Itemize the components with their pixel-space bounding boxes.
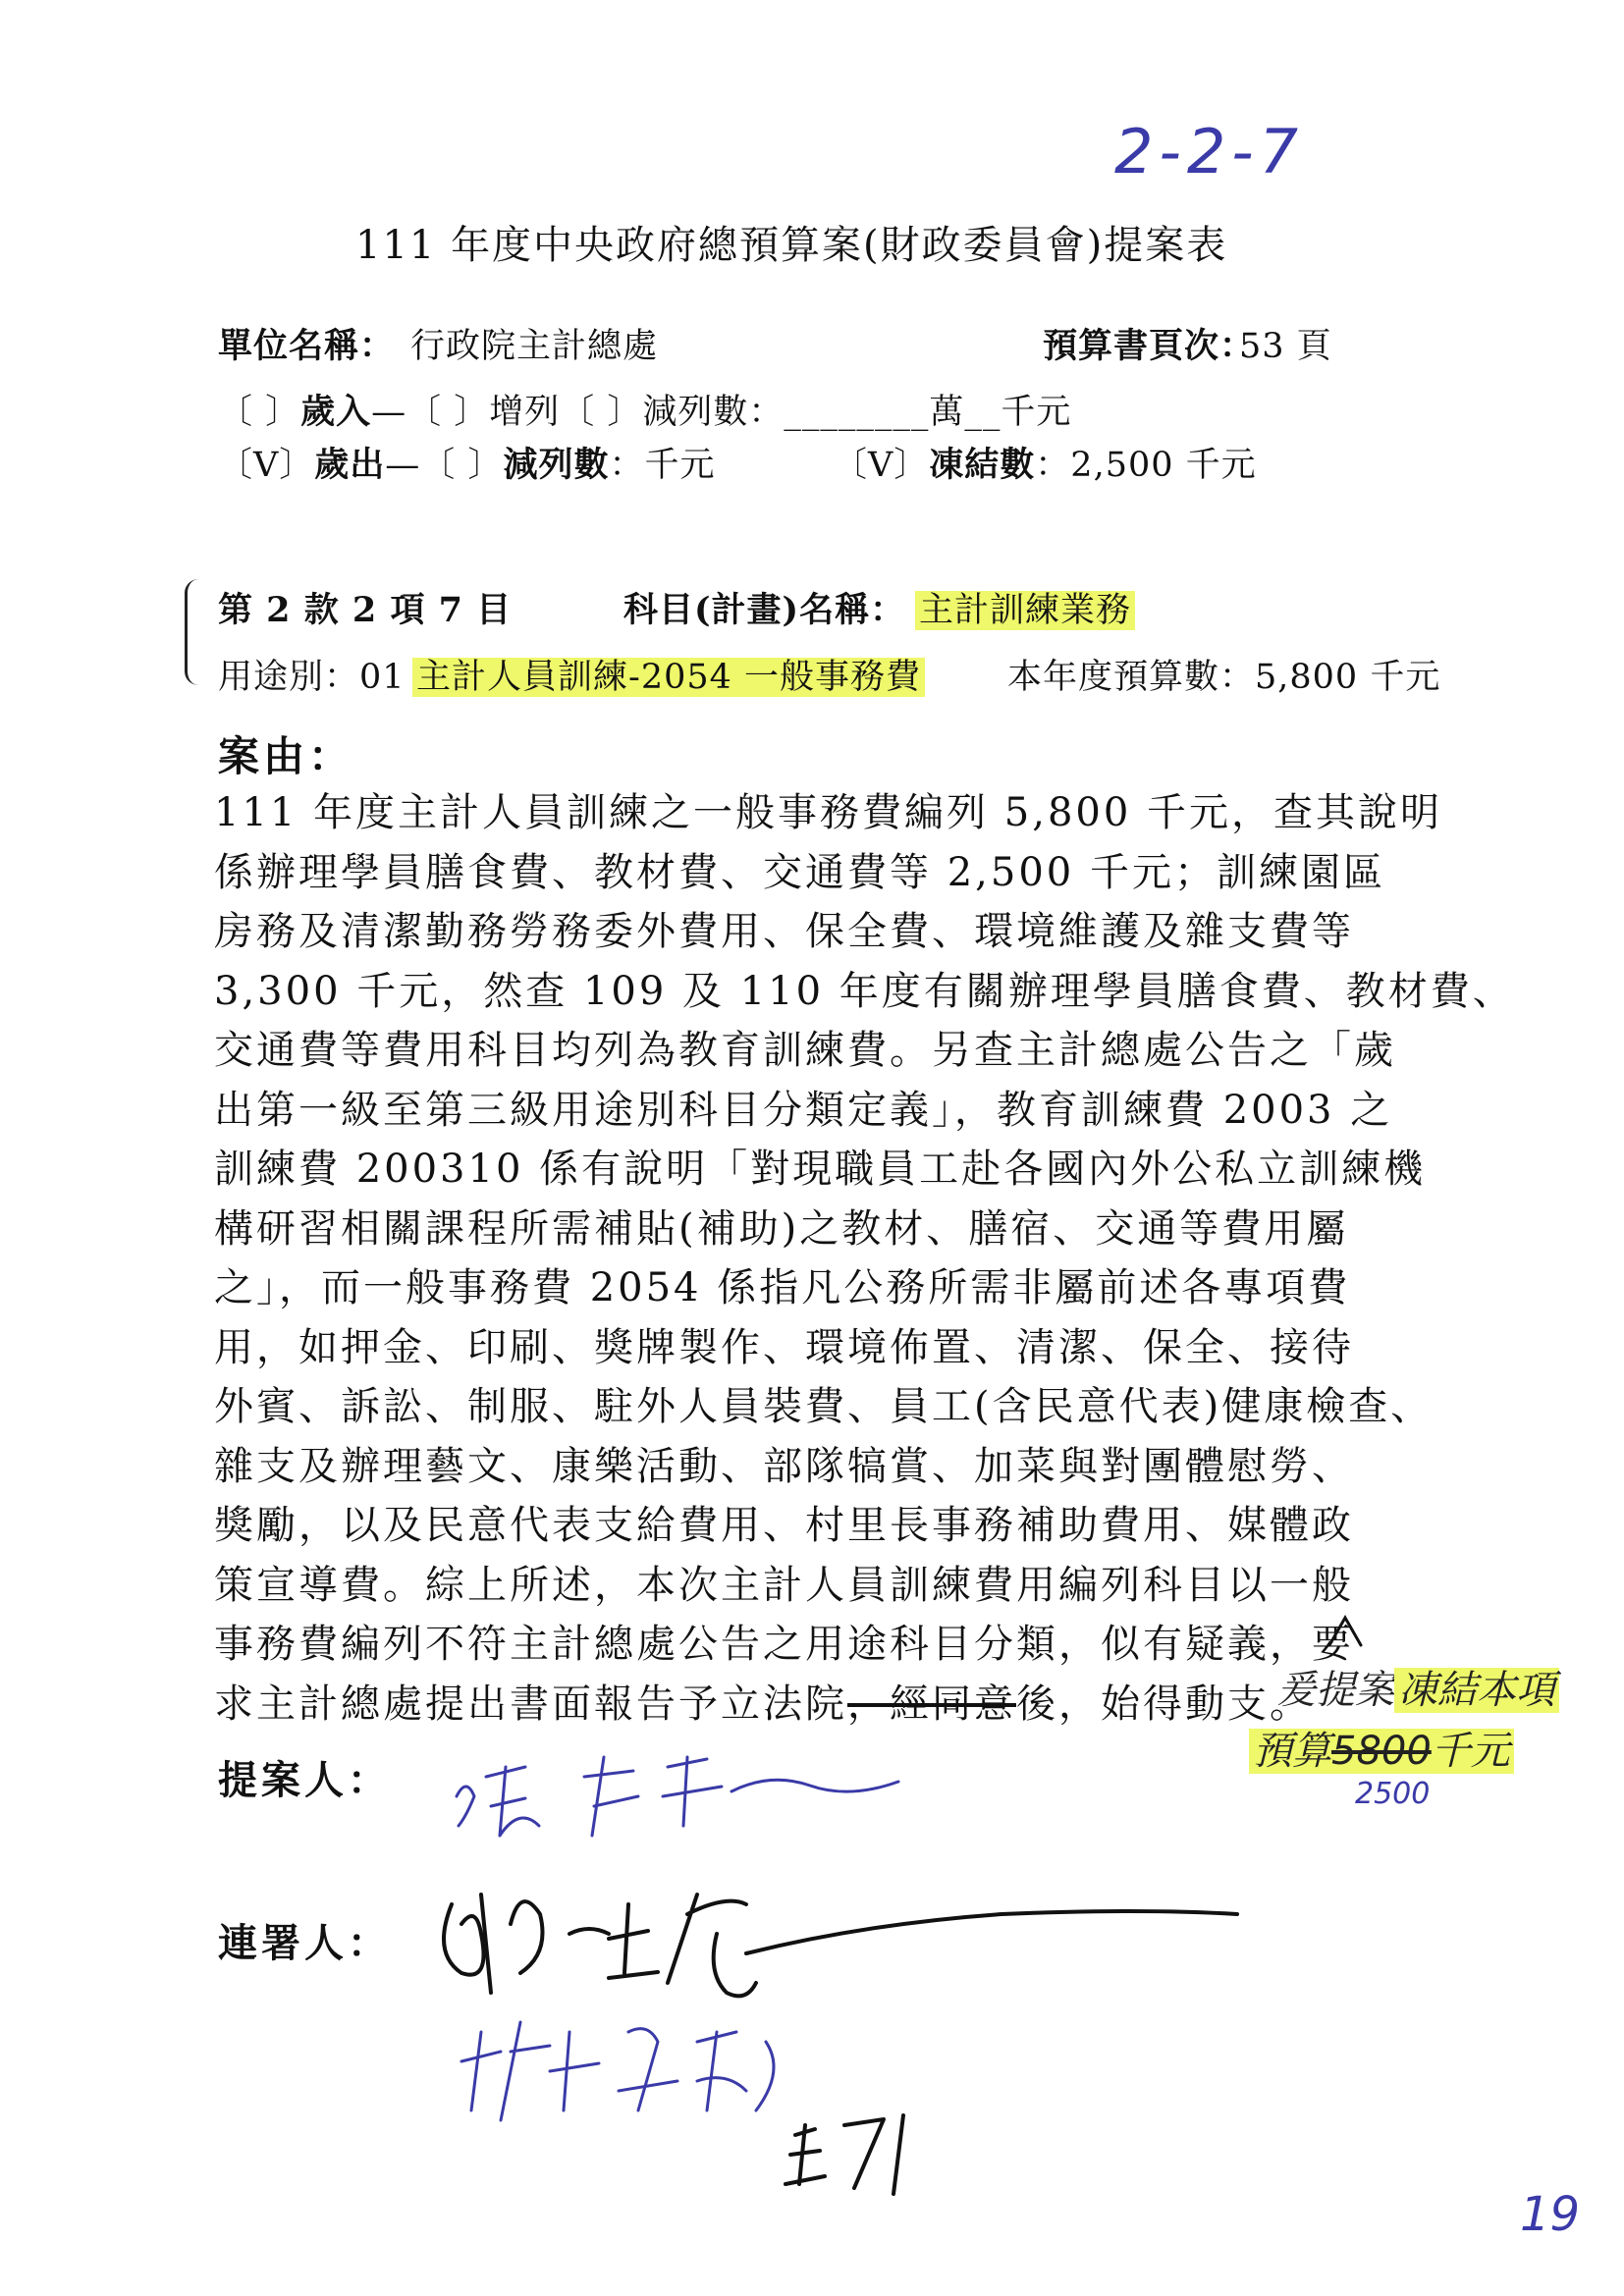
expenditure-label: 歲出 <box>314 445 386 485</box>
reason-line: 構研習相關課程所需補貼(補助)之教材、膳宿、交通等費用屬 <box>214 1205 1349 1252</box>
insert-struck-amount: 5800 <box>1331 1729 1432 1774</box>
subject-name-label: 科目(計畫)名稱： <box>623 590 906 630</box>
subject-bracket <box>185 579 205 685</box>
expenditure-mid: —〔 〕 <box>385 446 504 485</box>
reason-line: 111 年度主計人員訓練之一般事務費編列 5,800 千元，查其說明 <box>214 790 1443 835</box>
insert-budget-highlight <box>1249 1729 1514 1774</box>
proposer-label: 提案人： <box>218 1757 391 1803</box>
freeze-checkbox: 〔V〕 <box>833 446 930 485</box>
reason-heading: 案由： <box>218 732 354 780</box>
insert-caret-icon <box>1326 1612 1365 1651</box>
cosigner-signature-3 <box>776 2096 972 2204</box>
revenue-line <box>218 385 1071 434</box>
subject-name-highlight: 主計訓練業務 <box>915 591 1135 630</box>
reason-line: 之」，而一般事務費 2054 係指凡公務所需非屬前述各專項費 <box>214 1265 1351 1310</box>
insert-highlight: 凍結本項 <box>1394 1668 1559 1713</box>
reason-body <box>214 783 1515 1734</box>
reason-line: 房務及清潔勤務勞務委外費用、保全費、環境維護及雜支費等 <box>214 909 1354 954</box>
revenue-rest: —〔 〕增列〔 〕減列數：________萬__千元 <box>371 393 1072 432</box>
insert-budget-label: 預算 <box>1253 1729 1331 1774</box>
page-number: 19 <box>1520 2187 1581 2242</box>
budget-amount: 本年度預算數：5,800 千元 <box>1007 658 1441 697</box>
unit-label: 單位名稱： <box>218 326 396 366</box>
cut-label: 減列數 <box>503 445 610 485</box>
usage-value <box>412 650 925 699</box>
subject-code: 第 2 款 2 項 7 目 <box>218 590 513 630</box>
revenue-checkbox: 〔 〕 <box>218 393 301 432</box>
reason-line: 外賓、訴訟、制服、駐外人員裝費、員工(含民意代表)健康檢查、 <box>214 1384 1434 1429</box>
insert-plain: 爰提案 <box>1276 1668 1394 1713</box>
reason-line: 出第一級至第三級用途別科目分類定義」，教育訓練費 2003 之 <box>214 1087 1393 1133</box>
usage-label: 用途別：01 <box>218 658 406 697</box>
cosigner-signature-1 <box>422 1865 1267 2022</box>
reason-line: 3,300 千元，然查 109 及 110 年度有關辦理學員膳食費、教材費、 <box>214 968 1515 1014</box>
reason-line: 雜支及辦理藝文、康樂活動、部隊犒賞、加菜與對團體慰勞、 <box>214 1443 1354 1489</box>
freeze-label: 凍結數 <box>929 445 1036 485</box>
expenditure-line <box>218 438 715 487</box>
page-ref-label: 預算書頁次： <box>1043 326 1256 366</box>
proposer-signature <box>437 1737 908 1865</box>
expenditure-checkbox: 〔V〕 <box>218 446 315 485</box>
freeze-value: ：2,500 千元 <box>1035 446 1257 485</box>
usage-highlight: 主計人員訓練-2054 一般事務費 <box>412 658 925 697</box>
handwritten-insert-amount: 2500 <box>1355 1777 1431 1811</box>
revenue-label: 歲入 <box>300 392 372 432</box>
unit-value: 行政院主計總處 <box>410 327 659 366</box>
reason-line: 獎勵，以及民意代表支給費用、村里長事務補助費用、媒體政 <box>214 1503 1354 1548</box>
reason-line: 交通費等費用科目均列為教育訓練費。另查主計總處公告之「歲 <box>214 1028 1396 1073</box>
reason-last-before: 求主計總處提出書面報告予立法院 <box>214 1681 847 1727</box>
reason-line: 事務費編列不符主計總處公告之用途科目分類，似有疑義，要 <box>214 1622 1354 1667</box>
handwritten-insert-line1 <box>1276 1659 1559 1715</box>
page-ref-value: 53 頁 <box>1239 327 1332 366</box>
cosigner-label: 連署人： <box>218 1920 391 1966</box>
freeze-line <box>833 438 1257 487</box>
reason-line: 訓練費 200310 係有說明「對現職員工赴各國內外公私立訓練機 <box>214 1147 1427 1192</box>
handwritten-code: 2-2-7 <box>1114 116 1305 187</box>
reason-line: 用，如押金、印刷、獎牌製作、環境佈置、清潔、保全、接待 <box>214 1324 1354 1370</box>
insert-unit: 千元 <box>1431 1729 1510 1774</box>
handwritten-insert-line2 <box>1249 1720 1514 1776</box>
struck-text: ，經同意 <box>847 1681 1016 1727</box>
page-title: 111 年度中央政府總預算案(財政委員會)提案表 <box>355 223 1228 268</box>
reason-line: 係辦理學員膳食費、教材費、交通費等 2,500 千元；訓練園區 <box>214 849 1385 895</box>
reason-line: 策宣導費。綜上所述，本次主計人員訓練費用編列科目以一般 <box>214 1562 1354 1608</box>
cut-value: ：千元 <box>609 446 716 485</box>
reason-last-after: 後，始得動支。 <box>1016 1681 1312 1727</box>
subject-name-value <box>915 583 1135 632</box>
